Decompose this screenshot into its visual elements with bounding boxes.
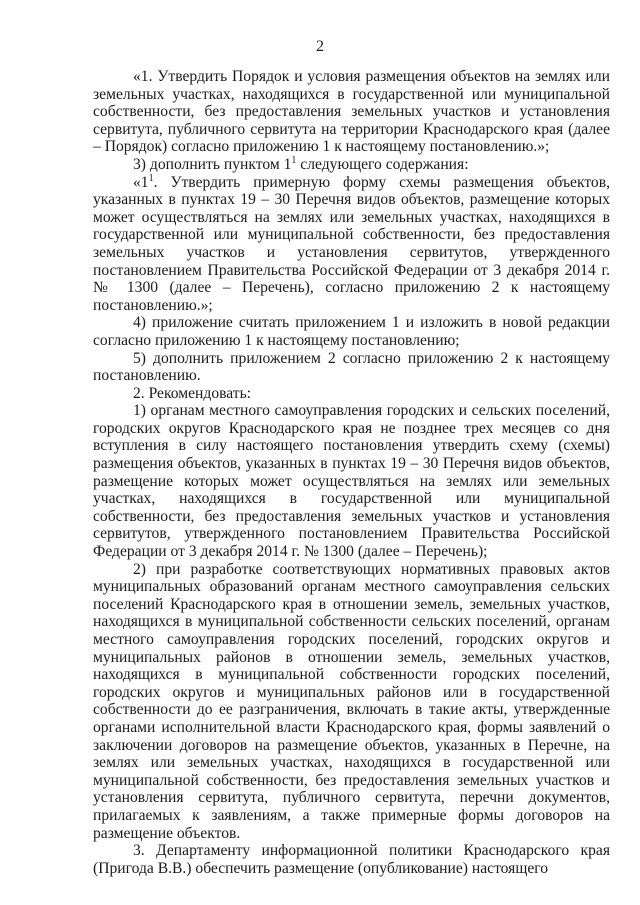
- paragraph-item-5: 5) дополнить приложением 2 согласно приложению 2 к настоящему постановлению.: [93, 349, 610, 385]
- paragraph-text: 3) дополнить пунктом 1: [133, 155, 292, 173]
- paragraph-text: . Утвердить примерную форму схемы размещения объектов, указанных в пунктах 19 – 30 Перечня видов объектов, размещение которых может осуществляться на землях или земельных участках, находящихся в государственной или муниципальной собственности, без предоставления земельных участков и установления сервитутов, утвержденного постановлением Правительства Российской Федерации от 3 декабря 2014 г. № 1300 (далее – Перечень), согласно приложению 2 к настоящему постановлению.»;: [93, 173, 610, 314]
- paragraph-clause-3: 3. Департаменту информационной политики Краснодарского края (Пригода В.В.) обеспечить размещение (опубликование) настоящего: [93, 842, 610, 877]
- paragraph-text: «1: [133, 173, 149, 191]
- paragraph-item-3: [93, 156, 610, 174]
- paragraph-recommend-2: 2) при разработке соответствующих нормативных правовых актов муниципальных образований органам местного самоуправления сельских поселений Краснодарского края в отношении земель, земельных участков, находящихся в муниципальной собственности сельских поселений, органам местного самоуправления городских поселений, городских округов и муниципальных районов в отношении земель, земельных участков, находящихся в муниципальной собственности городских поселений, городских округов и муниципальных районов или в государственной собственности до ее разграничения, включать в такие акты, утвержденные органами исполнительной власти Краснодарского края, формы заявлений о заключении договоров на размещение объектов, указанных в Перечне, на землях или земельных участках, находящихся в государственной или муниципальной собственности, без предоставления земельных участков и установления сервитута, публичного сервитута, перечни документов, прилагаемых к заявлениям, а также примерные формы договоров на размещение объектов.: [93, 560, 610, 842]
- paragraph-item-4: 4) приложение считать приложением 1 и изложить в новой редакции согласно приложению 1 к настоящему постановлению;: [93, 314, 610, 349]
- paragraph-recommend-1: 1) органам местного самоуправления городских и сельских поселений, городских округов Краснодарского края не позднее трех месяцев со дня вступления в силу настоящего постановления утвердить схему (схемы) размещения объектов, указанных в пунктах 19 – 30 Перечня видов объектов, размещение которых может осуществляться на землях или земельных участках, находящихся в государственной или муниципальной собственности, без предоставления земельных участков и установления сервитутов, утвержденного постановлением Правительства Российской Федерации от 3 декабря 2014 г. № 1300 (далее – Перечень);: [93, 402, 610, 561]
- page-number: 2: [316, 38, 324, 55]
- paragraph-recommend: 2. Рекомендовать:: [133, 384, 252, 402]
- paragraph-text: следующего содержания:: [296, 155, 469, 173]
- paragraph-clause-1-1: [93, 174, 610, 315]
- superscript: 1: [291, 154, 297, 166]
- paragraph-clause-1: «1. Утвердить Порядок и условия размещения объектов на землях или земельных участках, находящихся в государственной или муниципальной собственности, без предоставления земельных участков и установления сервитута, публичного сервитута на территории Краснодарского края (далее – Порядок) согласно приложению 1 к настоящему постановлению.»;: [93, 68, 610, 156]
- document-body: [93, 68, 610, 877]
- superscript: 1: [148, 172, 154, 184]
